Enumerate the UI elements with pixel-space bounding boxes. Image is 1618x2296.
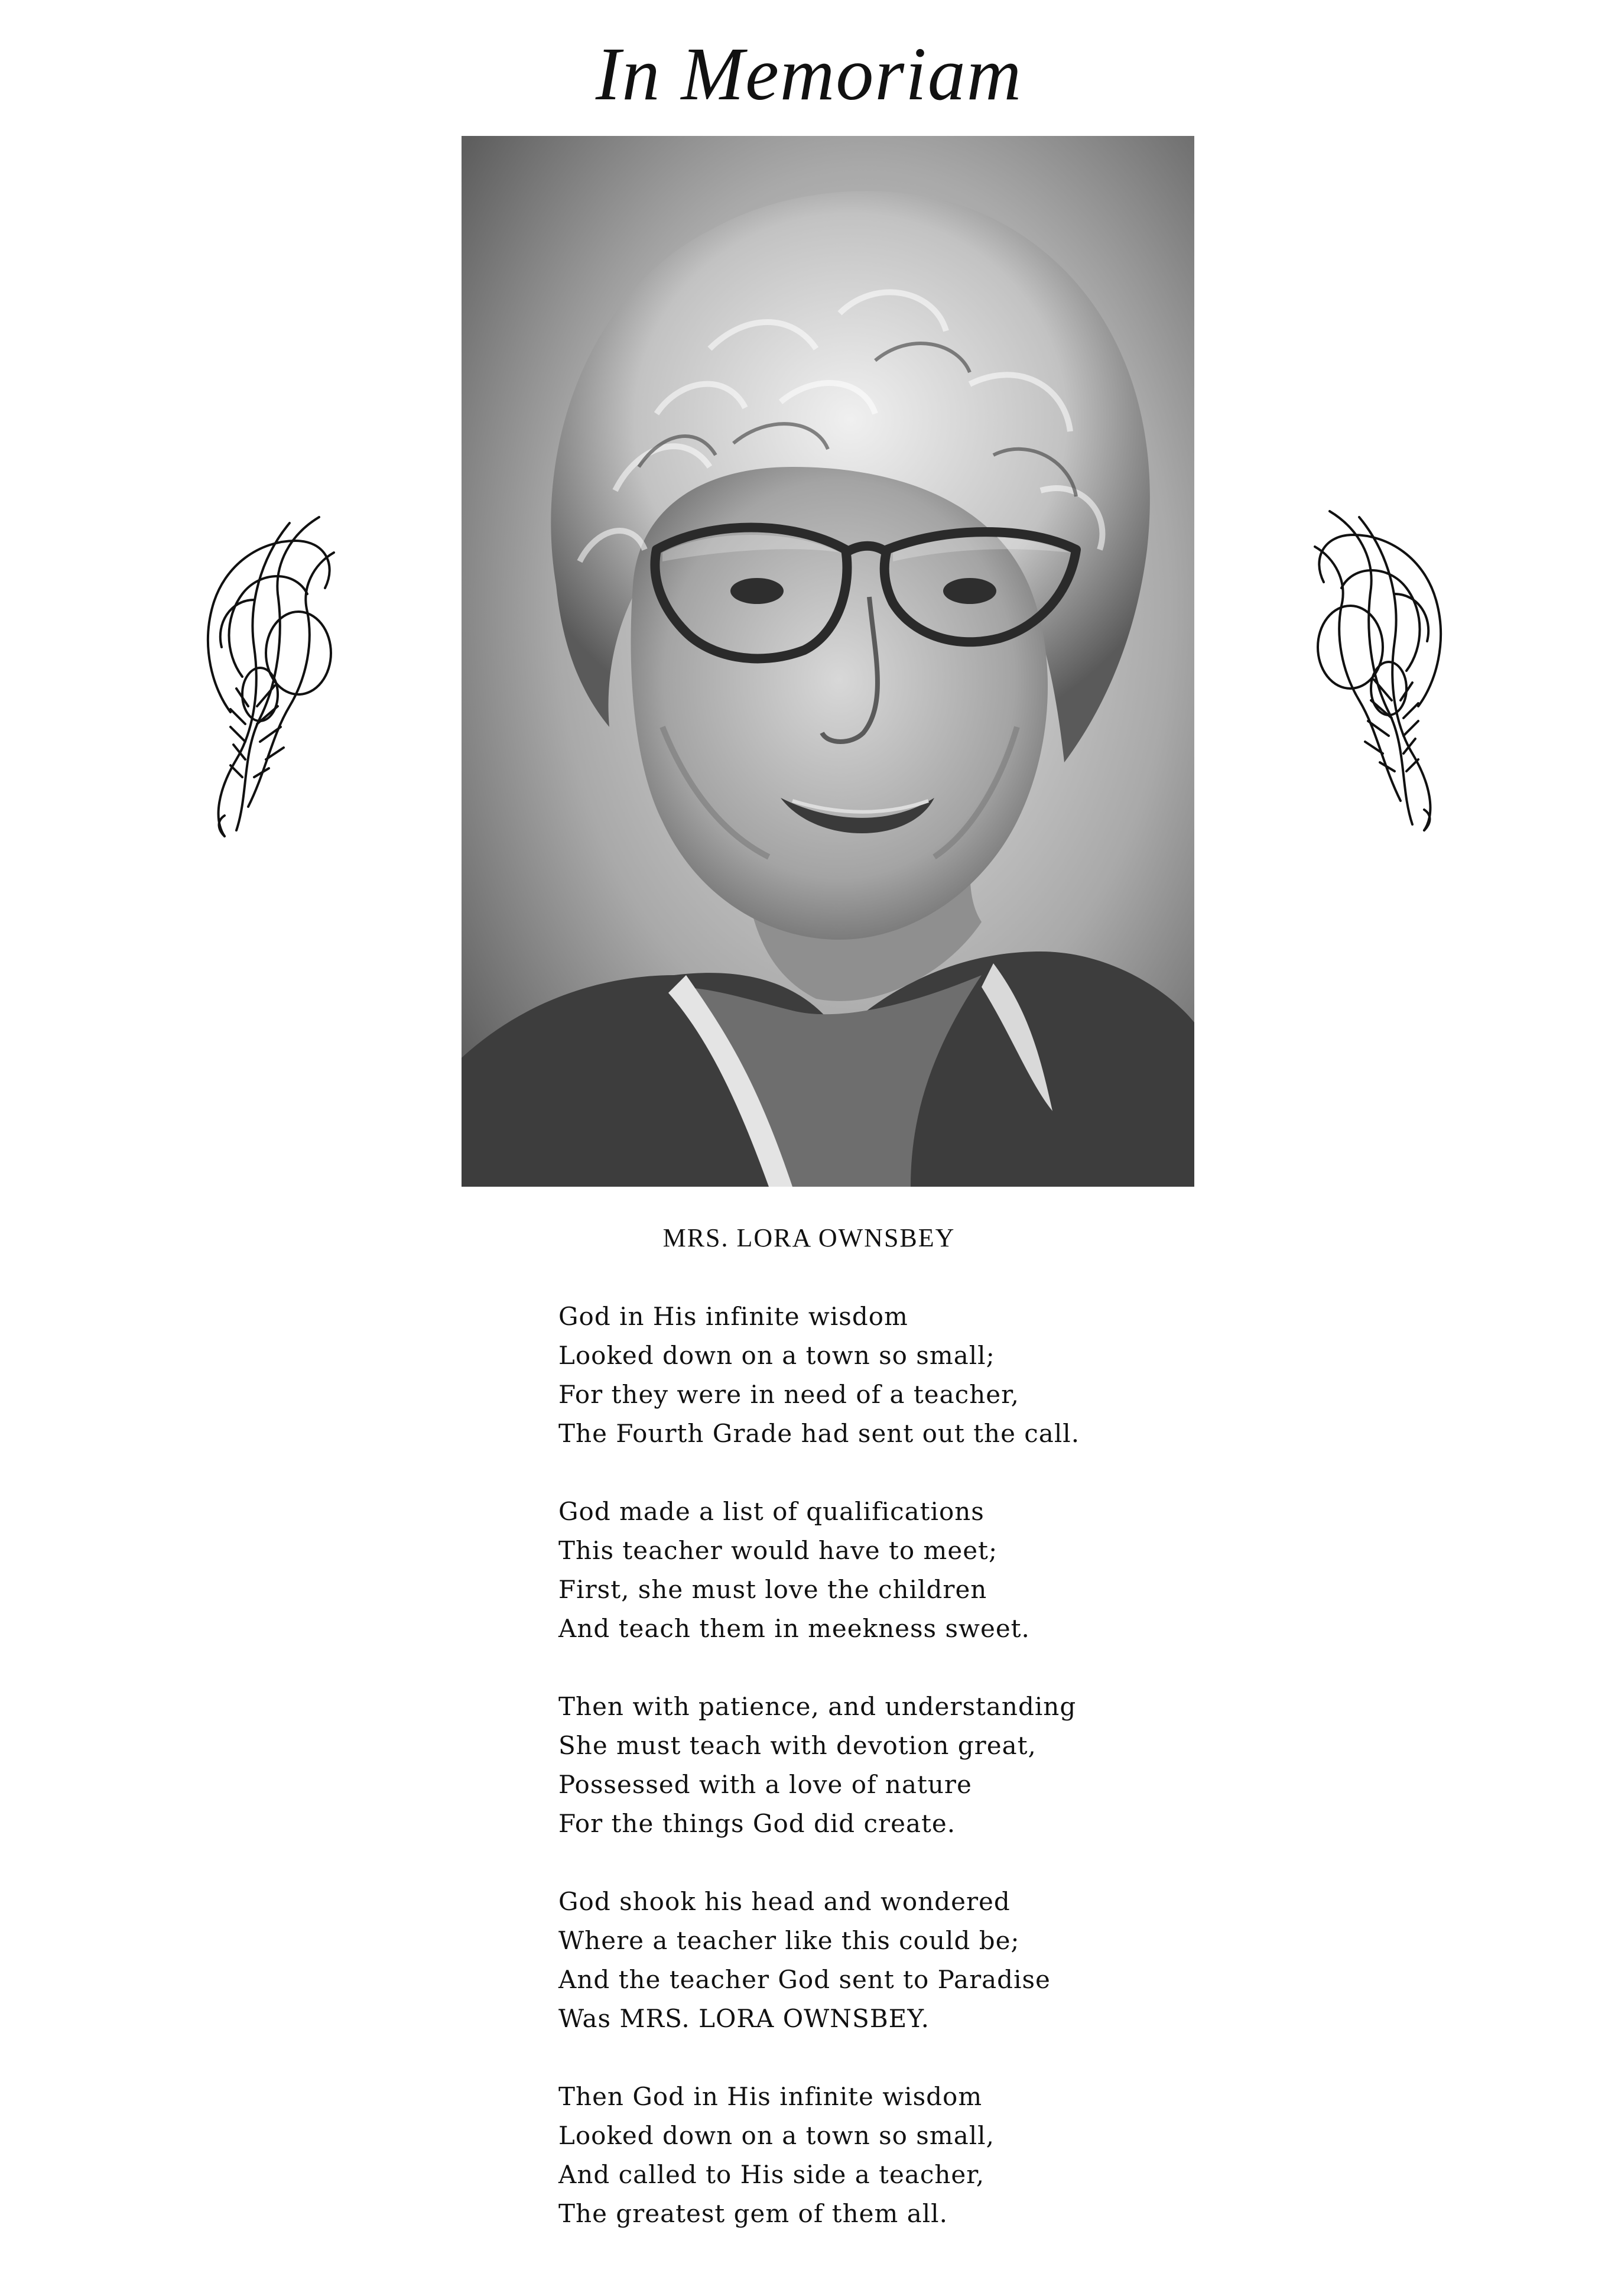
poem-line: Where a teacher like this could be; xyxy=(558,1926,1020,1955)
poem-line: The greatest gem of them all. xyxy=(558,2199,948,2228)
right-flourish-ornament xyxy=(1306,493,1460,836)
poem-line: Looked down on a town so small; xyxy=(558,1341,995,1370)
poem-line: God made a list of qualifications xyxy=(558,1497,985,1526)
poem-line: God shook his head and wondered xyxy=(558,1887,1011,1916)
photo-caption: MRS. LORA OWNSBEY xyxy=(662,1223,956,1252)
left-flourish-ornament xyxy=(189,499,343,842)
poem-line: For the things God did create. xyxy=(558,1809,956,1838)
poem-line: This teacher would have to meet; xyxy=(558,1536,998,1565)
poem-line: God in His infinite wisdom xyxy=(558,1302,908,1331)
poem-stanza xyxy=(558,1492,1149,1648)
poem-line: Possessed with a love of nature xyxy=(558,1770,972,1799)
poem-line: The Fourth Grade had sent out the call. xyxy=(558,1419,1080,1448)
poem-line: First, she must love the children xyxy=(558,1575,987,1604)
poem-line: Then with patience, and understanding xyxy=(558,1692,1077,1721)
poem-stanza xyxy=(558,1297,1149,1453)
poem-line: She must teach with devotion great, xyxy=(558,1731,1037,1760)
poem-line: And the teacher God sent to Paradise xyxy=(558,1965,1051,1994)
page-title: In Memoriam xyxy=(595,32,1023,116)
poem-stanza xyxy=(558,1687,1149,1843)
poem-line: And called to His side a teacher, xyxy=(558,2160,985,2189)
poem-line: Looked down on a town so small, xyxy=(558,2121,995,2150)
poem-line: For they were in need of a teacher, xyxy=(558,1380,1019,1409)
poem-stanza xyxy=(558,2077,1149,2233)
memorial-poem xyxy=(558,1297,1149,2272)
poem-line: And teach them in meekness sweet. xyxy=(558,1614,1030,1643)
portrait-photo xyxy=(462,136,1194,1187)
poem-line: Was MRS. LORA OWNSBEY. xyxy=(558,2004,930,2033)
poem-line: Then God in His infinite wisdom xyxy=(558,2082,983,2111)
poem-stanza xyxy=(558,1882,1149,2038)
